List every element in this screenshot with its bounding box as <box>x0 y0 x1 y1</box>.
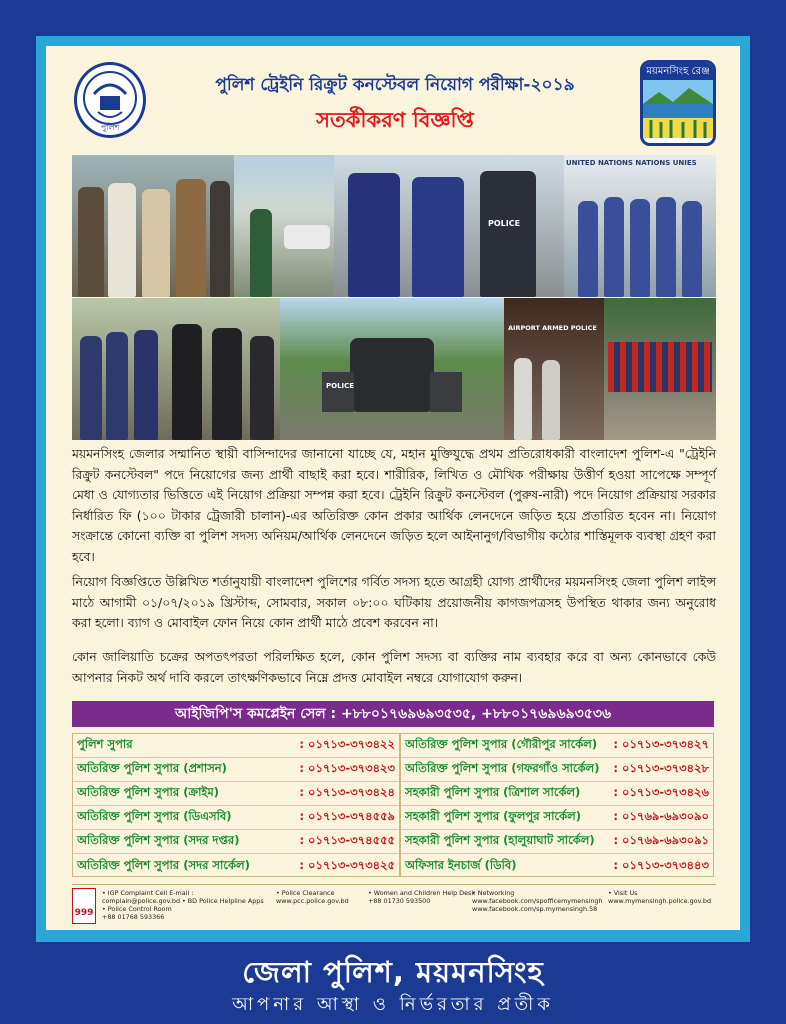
notice-paragraph-2: নিয়োগ বিজ্ঞপ্তিতে উল্লিখিত শর্তানুযায়ী বাংলাদেশ পুলিশের গর্বিত সদস্য হতে আগ্রহী যোগ্য প্রার্থীদের ময়মনসিংহ জেলা পুলিশ লাইন্স মাঠে আগামী ০১/০৭/২০১৯ খ্রিস্টাব্দ, সোমবার, সকাল ০৮:০০ ঘটিকায় প্রয়োজনীয় কাগজপত্রসহ উপস্থিত থাকার জন্য অনুরোধ করা হলো। ব্যাগ ও মোবাইল ফোন নিয়ে কোন প্রার্থী মাঠে প্রবেশ করবেন না। <box>72 574 716 631</box>
un-banner-text: UNITED NATIONS NATIONS UNIES <box>566 159 697 167</box>
contact-number: : ০১৭১৩-৩৭৪৫৫৫ <box>299 833 395 847</box>
footer-control-room: • Police Control Room <box>102 905 172 913</box>
photo-arrested-suspects <box>72 155 234 297</box>
warning-subtitle: সতর্কীকরণ বিজ্ঞপ্তি <box>316 108 474 132</box>
footer-col-helpdesk <box>368 889 478 905</box>
contact-title: অতিরিক্ত পুলিশ সুপার (সদর দপ্তর) <box>77 833 240 847</box>
contact-number: : ০১৭১৩-৩৭৩৪২৩ <box>299 761 395 775</box>
footer-clearance-link[interactable]: www.pcc.police.gov.bd <box>276 897 349 905</box>
contact-number: : ০১৭১৩-৩৭৩৪৪৩ <box>613 857 709 872</box>
contact-row <box>73 830 399 854</box>
notice-paragraph-3: কোন জালিয়াতি চক্রের অপতৎপরতা পরিলক্ষিত হলে, কোন পুলিশ সদস্য বা ব্যক্তির নাম ব্যবহার করে বা অন্য কোনভাবে কেউ আপনার নিকট অর্থ দাবি করলে তাৎক্ষণিকভাবে নিম্নে প্রদত্ত মোবাইল নম্বরে যোগাযোগ করুন। <box>72 649 716 685</box>
right-logo-text: ময়মনসিংহ রেঞ্জ <box>643 63 713 80</box>
contact-title: সহকারী পুলিশ সুপার (ত্রিশাল সার্কেল) <box>405 785 581 799</box>
contact-title: অতিরিক্ত পুলিশ সুপার (সদর সার্কেল) <box>77 857 250 872</box>
contact-row <box>401 854 713 878</box>
contact-number: : ০১৭১৩-৩৭৩৪২৪ <box>299 785 395 799</box>
photo-traffic-police <box>234 155 334 297</box>
contact-title: পুলিশ সুপার <box>77 737 133 751</box>
contact-title: সহকারী পুলিশ সুপার (হালুয়াঘাট সার্কেল) <box>405 833 595 847</box>
contact-number: : ০১৭৬৯-৬৯৩০৯১ <box>613 833 709 847</box>
footer-helpline-apps: • BD Police Helpline Apps <box>182 897 264 905</box>
contact-row <box>73 854 399 878</box>
contact-row <box>73 782 399 806</box>
contact-title: অতিরিক্ত পুলিশ সুপার (প্রশাসন) <box>77 761 227 775</box>
notice-paragraph-1: ময়মনসিংহ জেলার সম্মানিত স্থায়ী বাসিন্দাদের জানানো যাচ্ছে যে, মহান মুক্তিযুদ্ধে প্রথম প্রতিরোধকারী বাংলাদেশ পুলিশ-এ "ট্রেইনি রিক্রুট কনস্টেবল" পদে নিয়োগের জন্য প্রার্থী বাছাই করা হবে। শারীরিক, লিখিত ও মৌখিক পরীক্ষায় উত্তীর্ণ হওয়া সাপেক্ষে সম্পূর্ণ মেধা ও যোগ্যতার ভিত্তিতে এই নিয়োগ প্রক্রিয়া সম্পন্ন করা হবে। ট্রেইনি রিক্রুট কনস্টেবল (পুরুষ-নারী) পদে নিয়োগ প্রক্রিয়ায় সরকার নির্ধারিত ফি (১০০ টাকার ট্রেজারী চালান)-এর অতিরিক্ত কোন প্রকার আর্থিক লেনদেনে জড়িত হয়ে প্রতারিত হবেন না। নিয়োগ সংক্রান্তে কোনো ব্যক্তি বা পুলিশ সদস্য অনিয়ম/আর্থিক লেনদেনে জড়িত হলে আইনানুগ/বিভাগীয় কঠোর শাস্তিমূলক ব্যবস্থা গ্রহণ করা হবে। <box>72 446 716 564</box>
district-police-slogan: আপনার আস্থা ও নির্ভরতার প্রতীক <box>232 994 554 1015</box>
contact-row <box>401 734 713 758</box>
contact-row <box>401 758 713 782</box>
photo-police-vehicle <box>280 298 504 440</box>
contact-title: অতিরিক্ত পুলিশ সুপার (গফরগাঁও সার্কেল) <box>405 761 600 775</box>
contact-number: : ০১৭১৩-৩৭৪৫৫৯ <box>299 809 395 823</box>
police-vest-label: POLICE <box>488 219 521 228</box>
landscape-emblem-icon <box>643 80 713 138</box>
contact-number: : ০১৭১৩-৩৭৩৪২৫ <box>299 857 395 872</box>
footer-col-complaint <box>102 889 272 921</box>
left-logo-text: পুলিশ <box>100 123 120 132</box>
contact-number: : ০১৭১৩-৩৭৩৪২৬ <box>613 785 709 799</box>
photo-un-peacekeepers <box>564 155 716 297</box>
contact-row <box>401 782 713 806</box>
police-emblem-icon <box>80 68 140 132</box>
contact-number: : ০১৭৬৯-৬৯৩০৯০ <box>613 809 709 823</box>
footer-helpdesk-number: +88 01730 593500 <box>368 897 431 905</box>
contact-number: : ০১৭১৩-৩৭৩৪২২ <box>299 737 395 751</box>
photo-parade <box>604 298 716 440</box>
photo-airport-police <box>504 298 604 440</box>
contact-title: অতিরিক্ত পুলিশ সুপার (গৌরীপুর সার্কেল) <box>405 737 598 751</box>
contact-row <box>401 806 713 830</box>
contacts-table-right <box>400 733 714 877</box>
footer-col-visit <box>608 889 714 905</box>
footer-col-clearance <box>276 889 366 905</box>
contact-row <box>73 734 399 758</box>
range-logo <box>640 60 716 146</box>
footer-info-strip <box>72 884 716 930</box>
footer-helpdesk-label: • Women and Children Help Desk <box>368 889 476 897</box>
igp-complaint-cell: আইজিপি'স কমপ্লেইন সেল : +৮৮০১৭৬৯৬৯৩৫৩৫, +৮৮০১৭৬৯৬৯৩৫৩৬ <box>72 701 714 727</box>
footer-control-number: +88 01768 593366 <box>102 913 165 921</box>
page-title: পুলিশ ট্রেইনি রিক্রুট কনস্টেবল নিয়োগ পরীক্ষা-২০১৯ <box>215 75 575 95</box>
vehicle-label: POLICE <box>326 382 355 390</box>
contact-title: অফিসার ইনচার্জ (ডিবি) <box>405 857 517 872</box>
contact-row <box>73 806 399 830</box>
contact-row <box>73 758 399 782</box>
district-police-title: জেলা পুলিশ, ময়মনসিংহ <box>242 955 544 989</box>
contact-number: : ০১৭১৩-৩৭৩৪২৮ <box>613 761 709 775</box>
airport-sign-text: AIRPORT ARMED POLICE <box>508 324 597 332</box>
emergency-999-badge: 999 <box>72 888 96 924</box>
police-logo <box>74 62 146 138</box>
contact-title: অতিরিক্ত পুলিশ সুপার (ডিএসবি) <box>77 809 232 823</box>
footer-clearance-label: • Police Clearance <box>276 889 335 897</box>
footer-facebook-link-2[interactable]: www.facebook.com/sp.mymensingh.58 <box>472 905 598 913</box>
footer-col-apps <box>182 897 272 905</box>
footer-facebook-link-1[interactable]: www.facebook.com/spofficemymensingh <box>472 897 603 905</box>
photo-police-officers <box>334 155 564 297</box>
contact-title: অতিরিক্ত পুলিশ সুপার (ক্রাইম) <box>77 785 220 799</box>
footer-website-link[interactable]: www.mymensingh.police.gov.bd <box>608 897 712 905</box>
footer-email: • IGP Complaint Cell E-mail : complain@police.gov.bd <box>102 889 194 905</box>
footer-col-networking <box>472 889 607 913</box>
contact-title: সহকারী পুলিশ সুপার (ফুলপুর সার্কেল) <box>405 809 581 823</box>
footer-visit-label: • Visit Us <box>608 889 638 897</box>
photo-armed-squad <box>72 298 280 440</box>
contacts-table-left <box>72 733 400 877</box>
contact-number: : ০১৭১৩-৩৭৩৪২৭ <box>613 737 709 751</box>
contact-row <box>401 830 713 854</box>
footer-networking-label: • Networking <box>472 889 515 897</box>
